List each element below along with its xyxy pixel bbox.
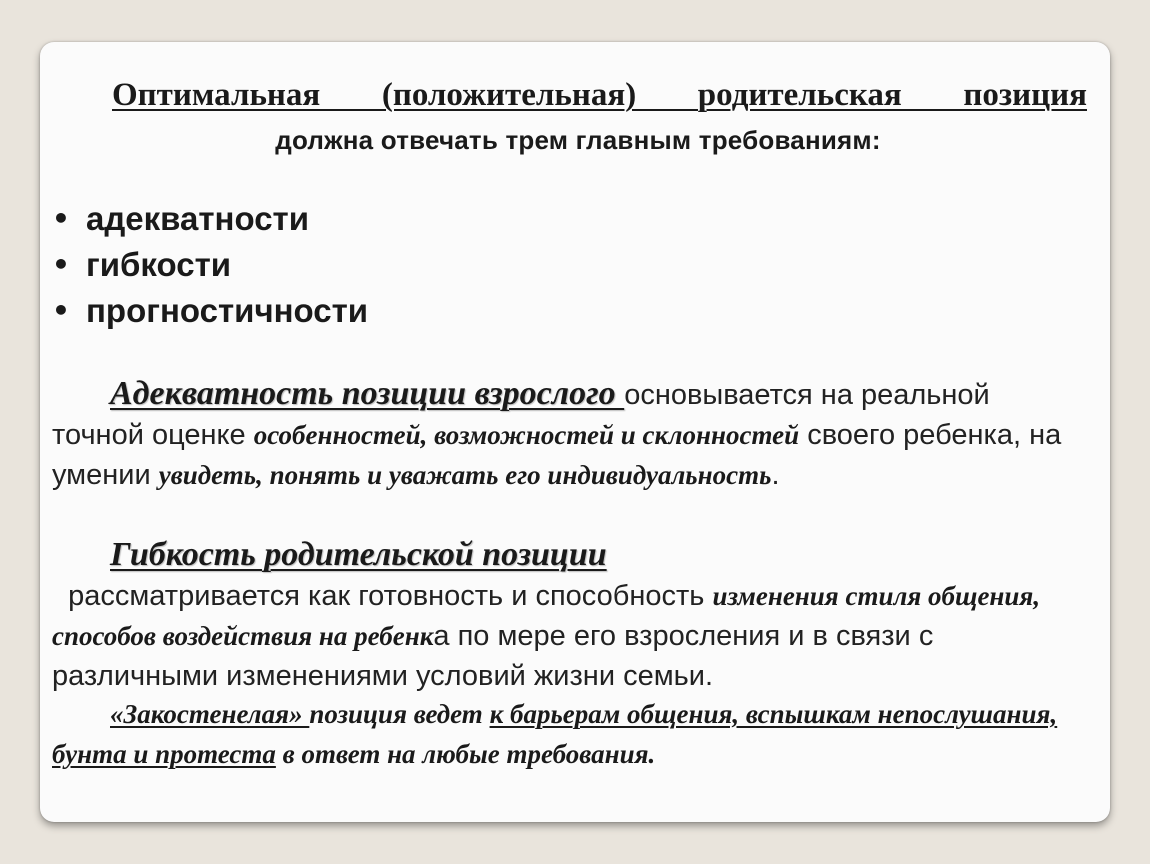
slide-subtitle xyxy=(0,120,1150,160)
requirements-list xyxy=(52,196,368,334)
bullet-icon: • xyxy=(52,248,70,281)
adequacy-text-2: своего ребенка, на умении xyxy=(52,419,1062,491)
rigid-term: «Закостенелая» xyxy=(110,699,310,729)
requirement-adequacy: адекватности xyxy=(86,200,309,237)
adequacy-text-1: основывается на реальной точной оценке xyxy=(52,379,990,451)
list-item xyxy=(52,288,368,334)
flexibility-text-2: а по мере его взросления и в связи с различными изменениями условий жизни семьи. xyxy=(52,620,934,692)
paragraph-adequacy xyxy=(52,374,1062,495)
flexibility-text-1: рассматривается как готовность и способность xyxy=(52,580,713,612)
adequacy-emphasis-2: увидеть, понять и уважать его индивидуальность xyxy=(158,460,772,490)
requirement-flexibility: гибкости xyxy=(86,246,232,283)
adequacy-heading: Адекватность позиции взрослого xyxy=(110,375,625,412)
flexibility-emphasis-1: изменения стиля общения, способов воздействия на ребенк xyxy=(52,581,1041,651)
rigid-text-2: в ответ на любые требования. xyxy=(275,739,656,769)
adequacy-emphasis-1: особенностей, возможностей и склонностей xyxy=(253,420,800,450)
list-item xyxy=(52,196,368,242)
paragraph-rigid xyxy=(52,694,1062,774)
bullet-icon: • xyxy=(52,294,70,327)
paragraph-flexibility xyxy=(52,535,1062,696)
bullet-icon: • xyxy=(52,202,70,235)
requirement-prognostic: прогностичности xyxy=(86,292,369,329)
slide-title: Оптимальная (положительная) родительская позиция xyxy=(112,77,1087,113)
list-item xyxy=(52,242,368,288)
adequacy-text-3: . xyxy=(771,459,780,491)
subtitle-text: должна отвечать трем главным требованиям: xyxy=(275,125,881,155)
rigid-text-1: позиция ведет xyxy=(309,699,490,729)
flexibility-heading: Гибкость родительской позиции xyxy=(110,536,607,573)
rigid-consequences: к барьерам общения, вспышкам непослушания, бунта и протеста xyxy=(52,699,1058,769)
